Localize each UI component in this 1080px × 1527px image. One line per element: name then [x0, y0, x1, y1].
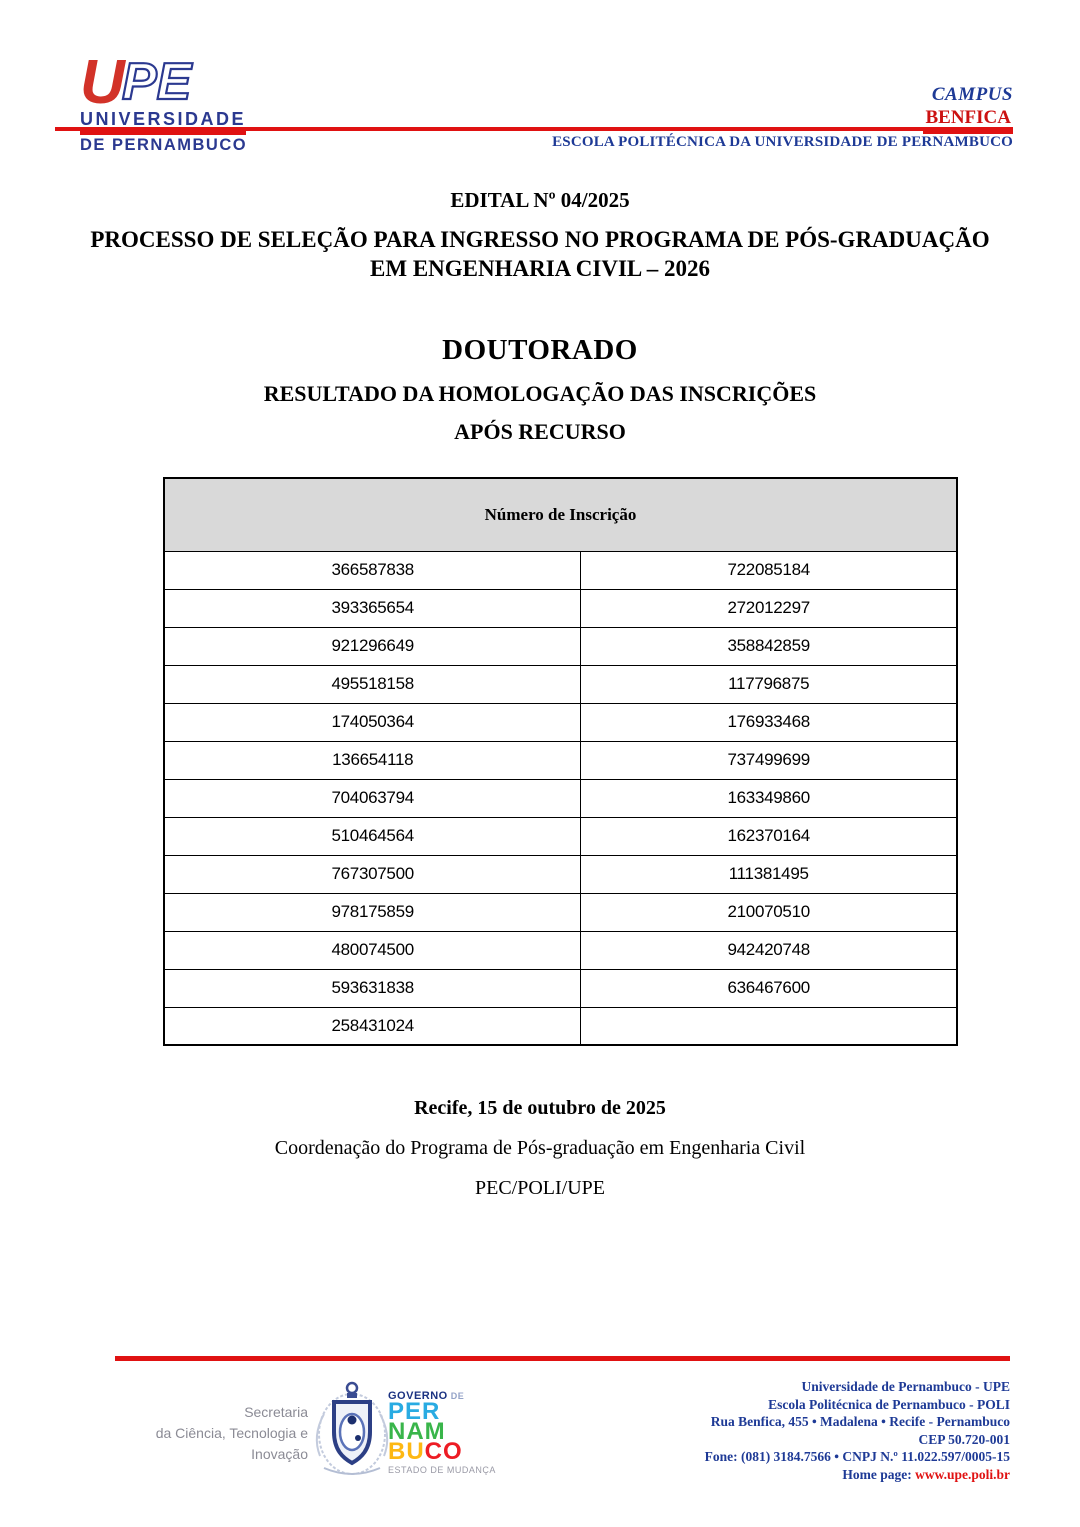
address-line2: Escola Politécnica de Pernambuco - POLI [768, 1396, 1010, 1412]
upe-logo [80, 52, 250, 155]
inscription-number-cell: 978175859 [164, 893, 581, 931]
process-title [0, 225, 1080, 284]
inscription-number-header: Número de Inscrição [164, 478, 957, 551]
date-line: Recife, 15 de outubro de 2025 [414, 1097, 666, 1119]
gov-logo-de: DE [447, 1391, 465, 1401]
upe-logo-icon [80, 52, 240, 108]
inscription-number-cell: 593631838 [164, 969, 581, 1007]
inscription-number-cell: 737499699 [581, 741, 957, 779]
homepage-link[interactable]: www.upe.poli.br [915, 1466, 1010, 1482]
inscription-number-cell: 174050364 [164, 703, 581, 741]
gov-logo-tagline: ESTADO DE MUDANÇA [388, 1465, 496, 1475]
inscription-number-cell: 767307500 [164, 855, 581, 893]
inscription-number-cell: 117796875 [581, 665, 957, 703]
inscription-number-cell: 162370164 [581, 817, 957, 855]
secretariat-line2: da Ciência, Tecnologia e [155, 1425, 308, 1441]
campus-name: BENFICA [923, 107, 1013, 134]
inscription-number-cell: 176933468 [581, 703, 957, 741]
footer-address [705, 1378, 1010, 1483]
homepage-line [705, 1466, 1010, 1484]
inscription-number-cell: 272012297 [581, 589, 957, 627]
table-row [164, 589, 957, 627]
edital-title: EDITAL Nº 04/2025 [450, 188, 630, 212]
table-row [164, 893, 957, 931]
inscription-number-cell: 163349860 [581, 779, 957, 817]
table-row [164, 1007, 957, 1045]
footer-red-rule [115, 1356, 1010, 1361]
inscription-number-cell: 111381495 [581, 855, 957, 893]
inscription-number-cell: 722085184 [581, 551, 957, 589]
table-row [164, 855, 957, 893]
table-row [164, 779, 957, 817]
inscription-number-cell: 366587838 [164, 551, 581, 589]
inscription-number-cell [581, 1007, 957, 1045]
inscription-number-cell: 495518158 [164, 665, 581, 703]
address-line4: CEP 50.720-001 [918, 1431, 1010, 1447]
school-name: ESCOLA POLITÉCNICA DA UNIVERSIDADE DE PERNAMBUCO [552, 134, 1013, 150]
table-row [164, 969, 957, 1007]
inscription-number-cell: 136654118 [164, 741, 581, 779]
campus-label: CAMPUS [931, 84, 1013, 105]
campus-block [923, 84, 1013, 134]
gov-logo-governo: GOVERNO [388, 1390, 448, 1402]
secretariat-line1: Secretaria [244, 1404, 308, 1420]
gov-logo-per: PER [388, 1398, 441, 1425]
logo-universidade-label: UNIVERSIDADE [80, 109, 246, 135]
table-row [164, 931, 957, 969]
inscription-number-cell: 921296649 [164, 627, 581, 665]
upe-logo-u-text: U [80, 52, 125, 108]
level-title: DOUTORADO [442, 334, 638, 366]
address-line5: Fone: (081) 3184.7566 • CNPJ N.º 11.022.597/0005-15 [704, 1449, 1010, 1464]
after-appeal-title: APÓS RECURSO [454, 419, 626, 444]
pernambuco-crest-icon [310, 1376, 394, 1486]
unit-line: PEC/POLI/UPE [474, 1177, 606, 1199]
upe-logo-pe-text: PE [122, 53, 192, 108]
table-row [164, 665, 957, 703]
inscription-table-body [164, 551, 957, 1045]
logo-pernambuco-label: DE PERNAMBUCO [80, 136, 248, 154]
table-row [164, 817, 957, 855]
table-row [164, 551, 957, 589]
process-title-line2: EM ENGENHARIA CIVIL – 2026 [370, 256, 710, 282]
homepage-label: Home page: [842, 1466, 916, 1482]
gov-logo-bu: BU [388, 1438, 425, 1465]
signature-block [0, 1097, 1080, 1200]
inscription-number-cell: 636467600 [581, 969, 957, 1007]
gov-logo-co: CO [424, 1438, 463, 1465]
address-line1: Universidade de Pernambuco - UPE [801, 1379, 1010, 1394]
inscription-number-cell: 358842859 [581, 627, 957, 665]
inscription-number-cell: 942420748 [581, 931, 957, 969]
inscription-number-cell: 210070510 [581, 893, 957, 931]
inscription-table [163, 477, 958, 1046]
table-row [164, 741, 957, 779]
address-line3: Rua Benfica, 455 • Madalena • Recife - Pernambuco [710, 1414, 1010, 1429]
table-header-row [164, 478, 957, 551]
result-title: RESULTADO DA HOMOLOGAÇÃO DAS INSCRIÇÕES [263, 381, 817, 406]
inscription-table-wrap [163, 477, 958, 1046]
inscription-number-cell: 510464564 [164, 817, 581, 855]
inscription-number-cell: 393365654 [164, 589, 581, 627]
inscription-number-cell: 258431024 [164, 1007, 581, 1045]
table-row [164, 627, 957, 665]
gov-logo-nam: NAM [388, 1418, 446, 1445]
secretariat-line3: Inovação [251, 1446, 308, 1462]
governo-pernambuco-logo [388, 1390, 496, 1475]
inscription-number-cell: 704063794 [164, 779, 581, 817]
coordination-line: Coordenação do Programa de Pós-graduação em Engenharia Civil [274, 1137, 806, 1159]
secretariat-block [130, 1402, 308, 1465]
process-title-line1: PROCESSO DE SELEÇÃO PARA INGRESSO NO PROGRAMA DE PÓS-GRADUAÇÃO [90, 227, 990, 252]
table-row [164, 703, 957, 741]
inscription-number-cell: 480074500 [164, 931, 581, 969]
